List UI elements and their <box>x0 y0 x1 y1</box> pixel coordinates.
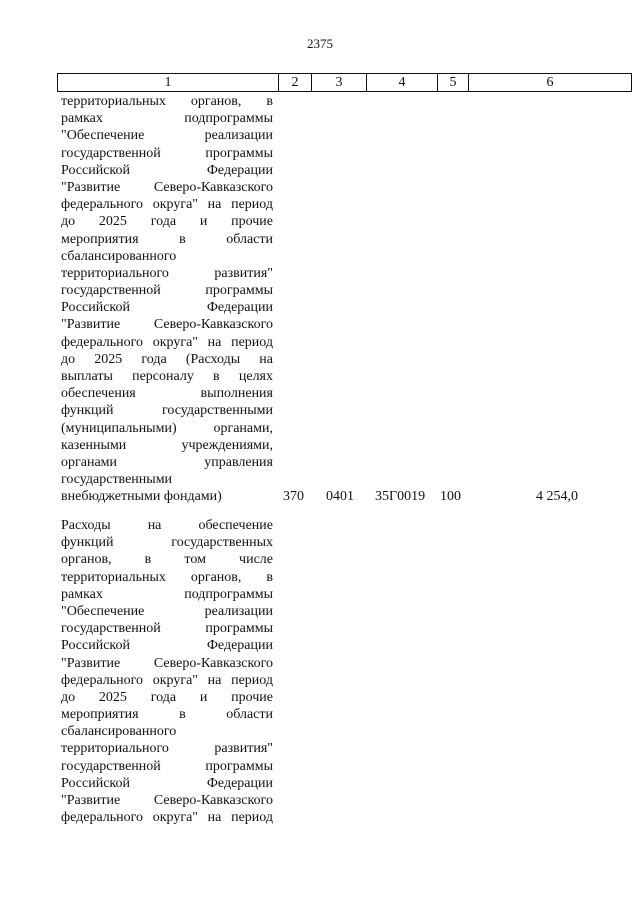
column-header-1: 1 <box>58 74 279 92</box>
column-header-2: 2 <box>279 74 312 92</box>
description-line: территориального развития" <box>61 265 273 281</box>
description-line: "Развитие Северо-Кавказского <box>61 317 273 333</box>
column-header-3: 3 <box>312 74 367 92</box>
row-1-admin-code: 370 <box>283 489 304 504</box>
description-line: Российской Федерации <box>61 162 273 178</box>
description-line: "Развитие Северо-Кавказского <box>61 179 273 195</box>
description-line: до 2025 года и прочие <box>61 689 273 705</box>
description-line: органами управления <box>61 454 273 470</box>
column-header-row <box>58 74 632 92</box>
description-line: казенными учреждениями, <box>61 437 273 453</box>
description-line: "Развитие Северо-Кавказского <box>61 655 273 671</box>
description-line: Расходы на обеспечение <box>61 518 273 533</box>
row-1-target-article: 35Г0019 <box>375 489 426 504</box>
description-line: федерального округа" на период <box>61 197 273 213</box>
description-line: Российской Федерации <box>61 300 273 316</box>
description-line: государственной программы <box>61 283 273 299</box>
row-1-description <box>61 93 273 506</box>
description-line: государственной программы <box>61 145 273 161</box>
row-1-section-code: 0401 <box>326 489 354 504</box>
description-line: функций государственными <box>61 403 273 419</box>
description-line: "Развитие Северо-Кавказского <box>61 793 273 808</box>
column-header-table <box>57 73 632 92</box>
description-line: мероприятия в области <box>61 231 273 247</box>
description-line: федерального округа" на период <box>61 672 273 688</box>
description-line: рамках подпрограммы <box>61 586 273 602</box>
column-header-4: 4 <box>367 74 438 92</box>
description-line: территориальных органов, в <box>61 569 273 585</box>
description-line: государственной программы <box>61 621 273 637</box>
description-line: федерального округа" на период <box>61 334 273 350</box>
description-line: территориальных органов, в <box>61 94 273 109</box>
description-line: территориального развития" <box>61 741 273 757</box>
description-line: рамках подпрограммы <box>61 111 273 127</box>
description-line: "Обеспечение реализации <box>61 128 273 144</box>
description-line: обеспечения выполнения <box>61 386 273 402</box>
description-line: Российской Федерации <box>61 775 273 791</box>
row-1-expense-type: 100 <box>440 489 461 504</box>
description-line: до 2025 года (Расходы на <box>61 351 273 367</box>
description-line: мероприятия в области <box>61 707 273 723</box>
column-header-6: 6 <box>469 74 632 92</box>
description-line: выплаты персоналу в целях <box>61 369 273 384</box>
description-line: государственными <box>61 472 173 488</box>
description-line: "Обеспечение реализации <box>61 603 273 619</box>
row-2-description <box>61 517 273 826</box>
column-header-5: 5 <box>438 74 469 92</box>
page-number: 2375 <box>307 36 333 51</box>
description-line: (муниципальными) органами, <box>61 420 273 436</box>
description-line: сбалансированного <box>61 724 177 740</box>
description-line: внебюджетными фондами) <box>61 489 222 505</box>
description-line: сбалансированного <box>61 248 177 264</box>
row-1-amount: 4 254,0 <box>536 489 578 504</box>
description-line: федерального округа" на период <box>61 810 273 826</box>
description-line: органов, в том числе <box>61 552 273 568</box>
description-line: Российской Федерации <box>61 638 273 654</box>
description-line: государственной программы <box>61 758 273 774</box>
description-line: функций государственных <box>61 535 273 551</box>
description-line: до 2025 года и прочие <box>61 214 273 230</box>
